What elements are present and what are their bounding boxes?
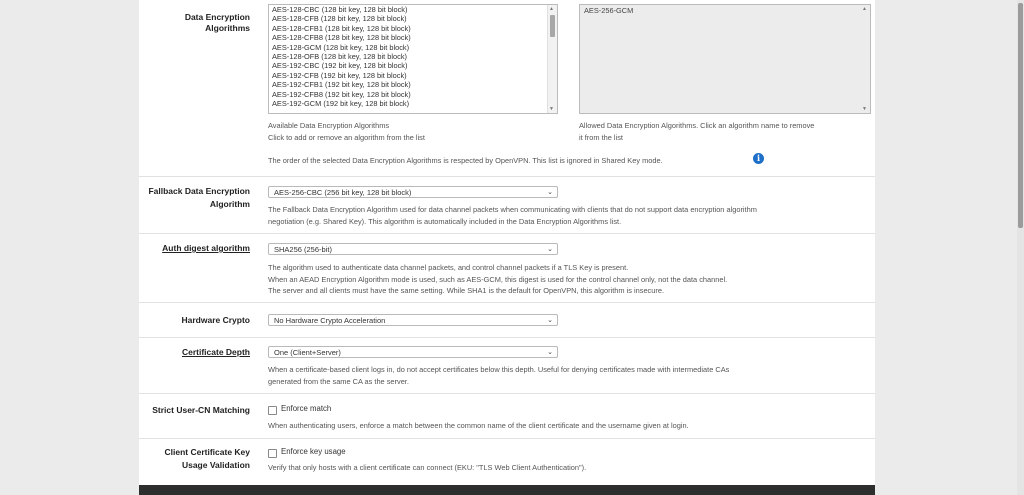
- cert-depth-label[interactable]: Certificate Depth: [181, 347, 250, 357]
- algorithm-option[interactable]: AES-192-CBC (192 bit key, 128 bit block): [272, 61, 408, 71]
- key-usage-help: Verify that only hosts with a client certificate can connect (EKU: "TLS Web Client Authentication").: [268, 463, 587, 472]
- allowed-help: Allowed Data Encryption Algorithms. Click an algorithm name to remove it from the list: [579, 121, 815, 142]
- chevron-down-icon: ⌄: [547, 246, 553, 253]
- scroll-up-icon[interactable]: ▲: [862, 6, 867, 12]
- enforce-match-checkbox[interactable]: [268, 406, 277, 415]
- hardware-crypto-select[interactable]: [268, 314, 558, 326]
- order-note: The order of the selected Data Encryption Algorithms is respected by OpenVPN. This list is ignored in Shared Key mode.: [268, 156, 663, 165]
- chevron-down-icon: ⌄: [547, 189, 553, 196]
- scroll-down-icon[interactable]: ▼: [549, 106, 554, 112]
- enforce-match-label[interactable]: Enforce match: [281, 404, 332, 413]
- fallback-select-value: AES-256-CBC (256 bit key, 128 bit block): [274, 188, 412, 197]
- strict-cn-help: When authenticating users, enforce a match between the common name of the client certificate and the username given at login.: [268, 421, 689, 430]
- algorithm-option[interactable]: AES-128-CFB1 (128 bit key, 128 bit block): [272, 23, 411, 33]
- algorithm-option[interactable]: AES-192-CFB8 (192 bit key, 128 bit block): [272, 89, 411, 99]
- cert-depth-select-value: One (Client+Server): [274, 348, 341, 357]
- algorithm-option[interactable]: AES-128-CFB8 (128 bit key, 128 bit block): [272, 33, 411, 43]
- chevron-down-icon: ⌄: [547, 317, 553, 324]
- info-icon[interactable]: i: [753, 153, 764, 164]
- data-encryption-label: Data Encryption Algorithms: [184, 12, 250, 33]
- scroll-down-icon[interactable]: ▼: [862, 106, 867, 112]
- algorithm-option[interactable]: AES-128-GCM (128 bit key, 128 bit block): [272, 42, 410, 52]
- next-section-header: [139, 485, 875, 495]
- cert-depth-select[interactable]: [268, 346, 558, 358]
- scroll-up-icon[interactable]: ▲: [549, 6, 554, 12]
- strict-cn-label: Strict User-CN Matching: [152, 405, 250, 415]
- key-usage-row: [139, 438, 875, 485]
- strict-cn-row: [139, 393, 875, 439]
- chevron-down-icon: ⌄: [547, 349, 553, 356]
- algorithm-option[interactable]: AES-192-GCM (192 bit key, 128 bit block): [272, 99, 410, 109]
- key-usage-label: Client Certificate Key Usage Validation: [164, 447, 250, 470]
- page-scrollbar[interactable]: [1017, 0, 1024, 495]
- cert-depth-row: [139, 337, 875, 394]
- hardware-crypto-label: Hardware Crypto: [181, 315, 250, 325]
- hardware-crypto-row: [139, 302, 875, 338]
- auth-digest-row: [139, 233, 875, 303]
- scroll-thumb[interactable]: [550, 15, 555, 37]
- hardware-crypto-select-value: No Hardware Crypto Acceleration: [274, 316, 386, 325]
- allowed-list-scrollbar[interactable]: [861, 5, 870, 113]
- enforce-key-usage-label[interactable]: Enforce key usage: [281, 447, 346, 456]
- data-encryption-row: [139, 0, 875, 177]
- fallback-help: The Fallback Data Encryption Algorithm used for data channel packets when communicating with clients that do not support data encryption algorithm negotiation (e.g. Shared Key). This algorithm is automatically included in the Data Encryption Algorithms list.: [268, 205, 757, 226]
- enforce-key-usage-checkbox[interactable]: [268, 449, 277, 458]
- algorithm-option[interactable]: AES-192-CFB (192 bit key, 128 bit block): [272, 70, 407, 80]
- auth-digest-help: The algorithm used to authenticate data channel packets, and control channel packets if a TLS Key is present. When an AEAD Encryption Algorithm mode is used, such as AES-GCM, this digest is used for the control channel only, not the data channel. The server and all clients must have the same setting. While SHA1 is the default for OpenVPN, this algorithm is insecure.: [268, 263, 728, 295]
- available-help: Available Data Encryption Algorithms Click to add or remove an algorithm from the list: [268, 121, 425, 142]
- algorithm-option[interactable]: AES-128-CBC (128 bit key, 128 bit block): [272, 5, 408, 14]
- algorithm-option[interactable]: AES-256-GCM: [584, 6, 634, 15]
- available-algorithms-list[interactable]: [268, 4, 558, 114]
- available-list-scrollbar[interactable]: [547, 5, 557, 113]
- page-scroll-thumb[interactable]: [1018, 3, 1023, 228]
- fallback-select[interactable]: [268, 186, 558, 198]
- cert-depth-help: When a certificate-based client logs in, do not accept certificates below this depth. Useful for denying certificates made with intermediate CAs generated from the same CA as the server.: [268, 365, 730, 386]
- fallback-row: [139, 176, 875, 234]
- algorithm-option[interactable]: AES-192-CFB1 (192 bit key, 128 bit block): [272, 80, 411, 90]
- auth-digest-select-value: SHA256 (256-bit): [274, 245, 332, 254]
- algorithm-option[interactable]: AES-128-CFB (128 bit key, 128 bit block): [272, 14, 407, 24]
- algorithm-option[interactable]: AES-128-OFB (128 bit key, 128 bit block): [272, 52, 408, 62]
- fallback-label: Fallback Data Encryption Algorithm: [148, 186, 250, 209]
- allowed-algorithms-list[interactable]: [579, 4, 871, 114]
- auth-digest-select[interactable]: [268, 243, 558, 255]
- settings-panel: [139, 0, 875, 485]
- auth-digest-label[interactable]: Auth digest algorithm: [162, 243, 250, 253]
